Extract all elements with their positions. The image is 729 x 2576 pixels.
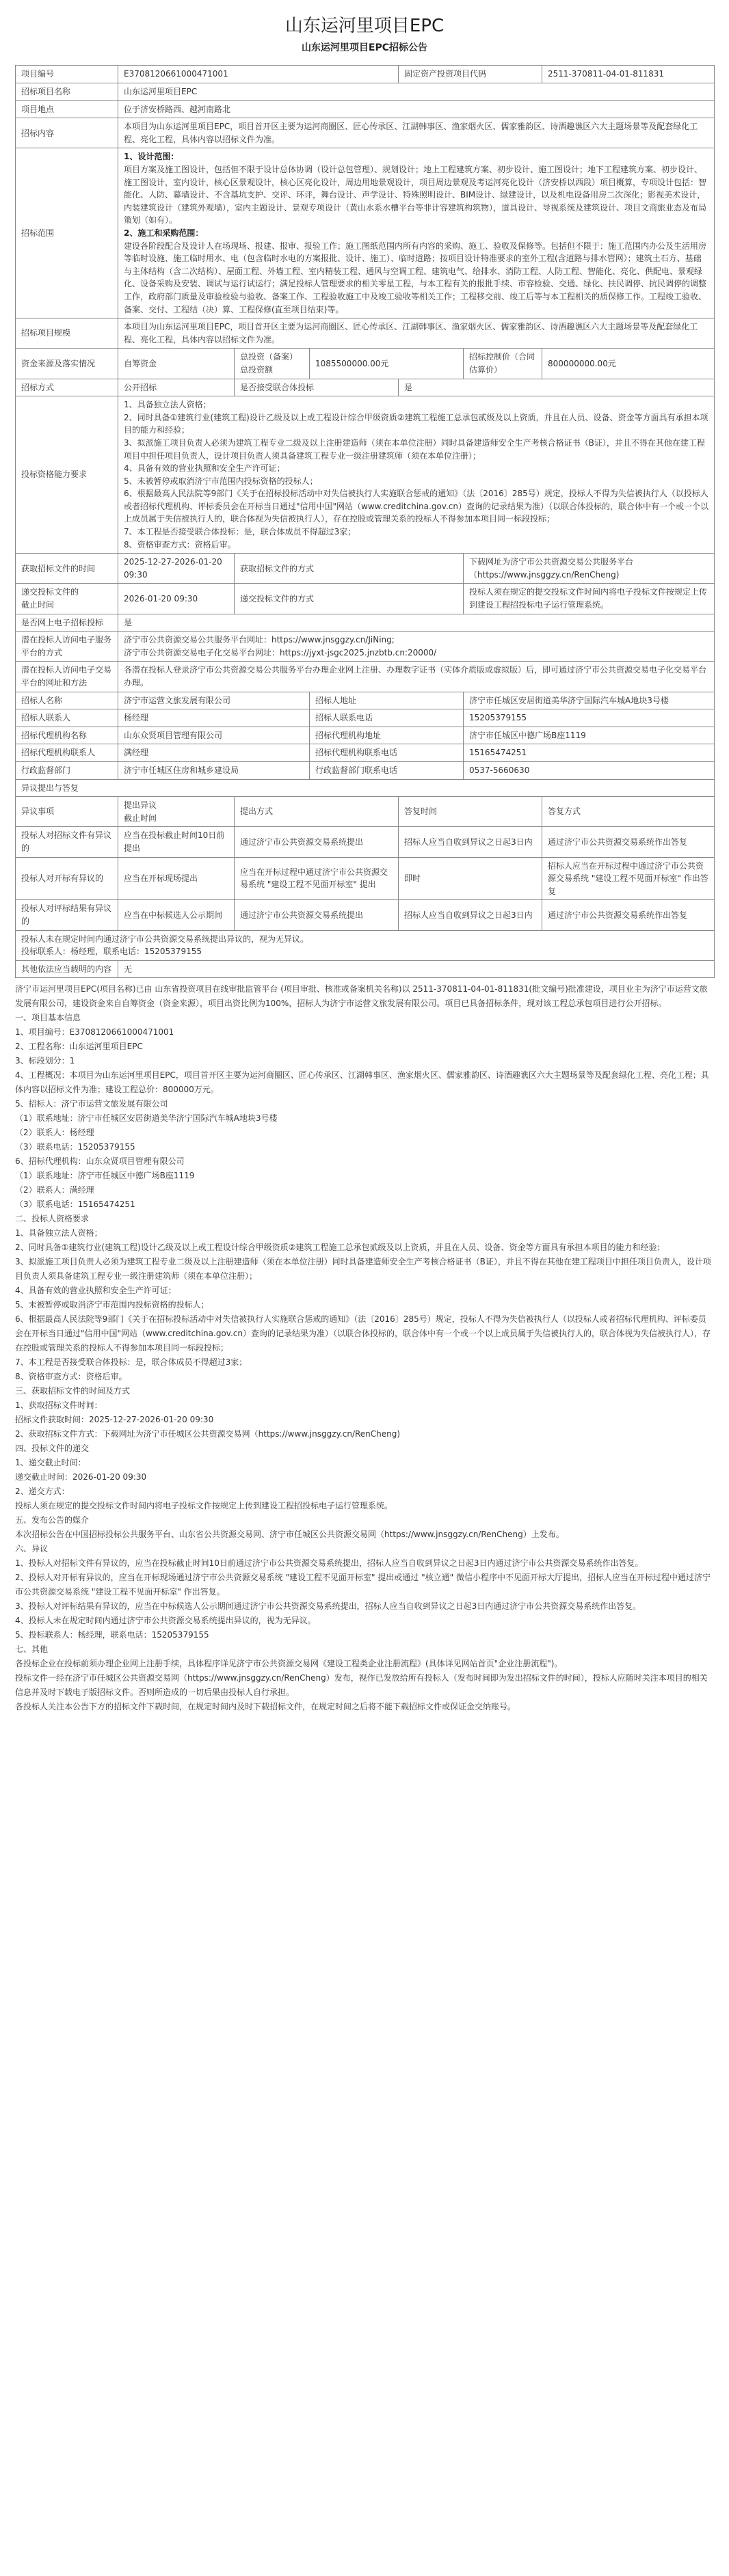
consortium-label: 是否接受联合体投标	[235, 379, 399, 396]
announcement-line: 6、招标代理机构：山东众贤项目管理有限公司	[15, 1156, 185, 1167]
project-name-value: 山东运河里项目EPC	[118, 83, 715, 101]
objection-cell: 投标人对招标文件有异议的	[16, 827, 118, 857]
table-row	[16, 744, 715, 762]
announcement-line: 七、其他	[15, 1644, 49, 1655]
announcement-body	[15, 982, 714, 1714]
objection-header: 答复方式	[542, 797, 715, 827]
announcement-line: 投标文件一经在济宁市任城区公共资源交易网（https://www.jnsggzy.cn/RenCheng）发布，视作已发放给所有投标人（发布时间即为发出招标文件的时间），投标人应随时关注本项目的相关信息并及时下载电子版招标文件。否则所造成的一切后果由投标人自行承担。	[15, 1673, 708, 1698]
table-row	[16, 396, 715, 554]
announcement-line: 三、获取招标文件的时间及方式	[15, 1386, 131, 1396]
announcement-line: 8、资格审查方式：资格后审。	[15, 1372, 127, 1382]
objection-cell: 应当在开标过程中通过济宁市公共资源交易系统 "建设工程不见面开标室" 提出	[235, 857, 399, 900]
tenderer-name-value: 济宁市运营文旅发展有限公司	[118, 692, 310, 709]
announcement-line: 2、工程名称：山东运河里项目EPC	[15, 1042, 143, 1052]
agency-name-label: 招标代理机构名称	[16, 727, 118, 744]
announcement-line: 招标文件获取时间：2025-12-27-2026-01-20 09:30	[15, 1415, 214, 1425]
tender-scope-label: 招标范围	[16, 148, 118, 318]
project-scale-value: 本项目为山东运河里项目EPC，项目首开区主要为运河商圈区、匠心传承区、江湖韩事区、渔家烟火区、儒家雅韵区、诗酒趣谯区六大主题场景等及配套绿化工程、亮化工程，具体内容以招标文件为准。	[118, 318, 715, 349]
objection-cell: 应当在中标候选人公示期间	[118, 900, 235, 930]
bid-deadline-value: 2026-01-20 09:30	[118, 584, 235, 614]
table-row	[16, 349, 715, 379]
supervisor-label: 行政监督部门	[16, 761, 118, 779]
announcement-line: （2）联系人：杨经理	[15, 1128, 94, 1138]
objection-cell: 应当在投标截止时间10日前提出	[118, 827, 235, 857]
objection-header: 提出异议 截止时间	[118, 797, 235, 827]
objection-header: 异议事项	[16, 797, 118, 827]
tender-info-table	[15, 65, 715, 978]
agency-phone-label: 招标代理机构联系电话	[310, 744, 464, 762]
total-investment-label: 总投资（备案） 总投资额	[235, 349, 310, 379]
announcement-line: （2）联系人：满经理	[15, 1185, 94, 1195]
table-row	[16, 827, 715, 857]
objection-cell: 招标人应当在开标过程中通过济宁市公共资源交易系统 "建设工程不见面开标室" 作出答复	[542, 857, 715, 900]
tenderer-phone-value: 15205379155	[464, 709, 715, 727]
qualification-label: 投标资格能力要求	[16, 396, 118, 554]
table-row	[16, 66, 715, 83]
table-row	[16, 930, 715, 960]
objection-cell: 应当在开标现场提出	[118, 857, 235, 900]
table-row	[16, 614, 715, 632]
consortium-value: 是	[399, 379, 715, 396]
objection-note: 投标人未在规定时间内通过济宁市公共资源交易系统提出异议的，视为无异议。 投标联系人：杨经理，联系电话：15205379155	[16, 930, 715, 960]
tenderer-name-label: 招标人名称	[16, 692, 118, 709]
announcement-line: 各投标企业在投标前须办理企业网上注册手续，具体程序详见济宁市公共资源交易网《建设工程类企业注册流程》(具体详见网站首页"企业注册流程")。	[15, 1659, 563, 1669]
project-location-value: 位于济安桥路西、越河南路北	[118, 100, 715, 118]
announcement-line: 3、标段划分：1	[15, 1056, 75, 1066]
service-platform-label: 潜在投标人访问电子服务平台的方式	[16, 632, 118, 662]
agency-contact-label: 招标代理机构联系人	[16, 744, 118, 762]
tender-scope-value	[118, 148, 715, 318]
objection-section-label: 异议提出与答复	[16, 779, 715, 797]
announcement-line: 济宁市运河里项目EPC(项目名称)已由 山东省投资项目在线审批监管平台 (项目审批、核准或备案机关名称)以 2511-370811-04-01-811831(批文编号)批准建设，项目业主为济宁市运营文旅发展有限公司，建设资金来自自筹资金（资金来源），项目出资比例为100%，招标人为济宁市运营文旅发展有限公司。项目已具备招标条件，现对该工程总承包项目进行公开招标。	[15, 984, 708, 1009]
doc-time-value: 2025-12-27-2026-01-20 09:30	[118, 554, 235, 584]
doc-method-value: 下载网址为济宁市公共资源交易公共服务平台（https://www.jnsggzy.cn/RenCheng)	[464, 554, 715, 584]
announcement-line: 四、投标文件的递交	[15, 1443, 90, 1454]
announcement-line: 1、递交截止时间：	[15, 1458, 86, 1468]
tenderer-contact-label: 招标人联系人	[16, 709, 118, 727]
fund-source-label: 资金来源及落实情况	[16, 349, 118, 379]
announcement-line: 3、投标人对评标结果有异议的，应当在中标候选人公示期间通过济宁市公共资源交易系统提出，招标人应当自收到异议之日起3日内通过济宁市公共资源交易系统作出答复。	[15, 1601, 641, 1612]
announcement-line: 1、获取招标文件时间：	[15, 1400, 103, 1411]
page-title: 山东运河里项目EPC	[284, 16, 445, 36]
tender-method-label: 招标方式	[16, 379, 118, 396]
announcement-line: 1、项目编号：E3708120661000471001	[15, 1027, 174, 1038]
announcement-line: 五、发布公告的媒介	[15, 1515, 90, 1526]
objection-header: 提出方式	[235, 797, 399, 827]
project-scale-label: 招标项目规模	[16, 318, 118, 349]
qualification-line: 1、具备独立法人资格；	[124, 400, 211, 410]
supervisor-phone-label: 行政监督部门联系电话	[310, 761, 464, 779]
announcement-line: 5、招标人：济宁市运营文旅发展有限公司	[15, 1099, 168, 1109]
announcement-line: 4、工程概况：本项目为山东运河里项目EPC，项目首开区主要为运河商圈区、匠心传承区、江湖韩事区、渔家烟火区、儒家雅韵区、诗酒趣谯区六大主题场景等及配套绿化工程、亮化工程；具体内容以招标文件为准；建设工程总价：800000万元。	[15, 1070, 709, 1095]
announcement-line: 1、投标人对招标文件有异议的，应当在投标截止时间10日前通过济宁市公共资源交易系统提出，招标人应当自收到异议之日起3日内通过济宁市公共资源交易系统作出答复。	[15, 1558, 644, 1569]
objection-cell: 投标人对开标有异议的	[16, 857, 118, 900]
supervisor-phone-value: 0537-5660630	[464, 761, 715, 779]
objection-cell: 招标人应当自收到异议之日起3日内	[399, 900, 542, 930]
tenderer-phone-label: 招标人联系电话	[310, 709, 464, 727]
doc-method-label: 获取招标文件的方式	[235, 554, 464, 584]
control-price-label: 招标控制价（合同估算价）	[464, 349, 542, 379]
table-row	[16, 761, 715, 779]
qualification-line: 4、具备有效的营业执照和安全生产许可证；	[124, 463, 285, 474]
announcement-line: 4、具备有效的营业执照和安全生产许可证；	[15, 1286, 176, 1296]
qualification-line: 5、未被暂停或取消济宁市范围内投标资格的投标人；	[124, 476, 318, 486]
agency-contact-value: 满经理	[118, 744, 310, 762]
table-row	[16, 83, 715, 101]
announcement-line: （3）联系电话：15205379155	[15, 1142, 135, 1152]
announcement-line: 一、项目基本信息	[15, 1013, 81, 1023]
other-content-label: 其他依法应当载明的内容	[16, 960, 118, 978]
announcement-line: 5、未被暂停或取消济宁市范围内投标资格的投标人；	[15, 1300, 209, 1310]
service-platform-value: 济宁市公共资源交易公共服务平台网址：https://www.jnsggzy.cn/JiNing; 济宁市公共资源交易电子化交易平台网址：https://jyxt-jsgc2025.jnzbtb.cn:20000/	[118, 632, 715, 662]
project-number-label: 项目编号	[16, 66, 118, 83]
table-row	[16, 148, 715, 318]
construction-scope-heading: 2、施工和采购范围：	[124, 228, 204, 239]
table-row	[16, 709, 715, 727]
supervisor-value: 济宁市任城区住房和城乡建设局	[118, 761, 310, 779]
table-row	[16, 100, 715, 118]
bid-submit-method-label: 递交投标文件的方式	[235, 584, 464, 614]
qualification-line: 8、资格审查方式：资格后审。	[124, 539, 236, 550]
qualification-line: 2、同时具备①建筑行业(建筑工程)设计乙级及以上或工程设计综合甲级资质②建筑工程施工总承包贰级及以上资质，并且在人员、设备、资金等方面具有承担本项目的能力和经验；	[124, 412, 708, 435]
objection-header: 答复时间	[399, 797, 542, 827]
announcement-line: （1）联系地址：济宁市任城区安居街道美华济宁国际汽车城A地块3号楼	[15, 1113, 278, 1124]
design-scope-text: 项目方案及施工图设计，包括但不限于设计总体协调（设计总包管理）、规划设计；地上工程建筑方案、初步设计、施工图设计；地下工程建筑方案、初步设计、施工图设计，室内设计，核心区景观设计，核心区亮化设计，周边用地景观设计，项目周边景观及考运河亮化设计（济安桥以西段）项目概算，专项设计包括：智能化、人防、幕墙设计、不含基坑支护、交评、环评，舞台设计、声学设计、特殊照明设计、BIM设计、绿建设计，以及机电设备用房二次深化；影视美术设计，内装建筑设计（建筑外观墙），室内主题设计、景观专项设计（黄山水系水槽平台等非计容建筑构筑物），道具设计、导视系统及建筑设计、项目文商旅业态及布局策划（如有）。	[124, 165, 707, 226]
announcement-line: （3）联系电话：15165474251	[15, 1199, 135, 1210]
announcement-line: 5、投标联系人：杨经理，联系电话：15205379155	[15, 1630, 209, 1640]
announcement-line: 7、本工程是否接受联合体投标：是，联合体成员不得超过3家；	[15, 1357, 248, 1368]
bid-submit-method-value: 投标人须在规定的提交投标文件时间内将电子投标文件按规定上传到建设工程招投标电子运行管理系统。	[464, 584, 715, 614]
announcement-line: 2、投标人对开标有异议的，应当在开标现场通过济宁市公共资源交易系统 "建设工程不见面开标室" 提出或通过 "核立通" 微信小程序中不见面开标大厅提出，招标人应当在开标过程中通过济宁市公共资源交易系统 "建设工程不见面开标室" 作出答复。	[15, 1573, 711, 1597]
table-row	[16, 960, 715, 978]
tenderer-address-value: 济宁市任城区安居街道美华济宁国际汽车城A地块3号楼	[464, 692, 715, 709]
announcement-line: 6、根据最高人民法院等9部门《关于在招标投标活动中对失信被执行人实施联合惩戒的通知》（法〔2016〕285号）规定，投标人不得为失信被执行人（以投标人或者招标代理机构、评标委员会在开标当日通过"信用中国"网站（www.creditchina.gov.cn）查询的记录结果为准）（以联合体投标的，联合体中有一个或一个以上成员属于失信被执行人的，联合体视为失信被执行人），存在控股或管理关系的投标人不得参加本项目同一标段投标；	[15, 1314, 711, 1353]
tender-content-value: 本项目为山东运河里项目EPC，项目首开区主要为运河商圈区、匠心传承区、江湖韩事区、渔家烟火区、儒家雅韵区、诗酒趣谯区六大主题场景等及配套绿化工程、亮化工程，具体内容以招标文件为准。	[118, 118, 715, 148]
table-row	[16, 692, 715, 709]
objection-cell: 通过济宁市公共资源交易系统提出	[235, 827, 399, 857]
table-row	[16, 797, 715, 827]
table-row	[16, 379, 715, 396]
announcement-line: （1）联系地址：济宁市任城区中德广场B座1119	[15, 1171, 195, 1181]
tenderer-address-label: 招标人地址	[310, 692, 464, 709]
qualification-line: 3、拟派施工项目负责人必须为建筑工程专业二级及以上注册建造师（须在本单位注册）同时具备建造师安全生产考核合格证书（B证），并且不得在其他在建工程项目中担任项目负责人，设计项目负责人须具备建筑工程专业一级注册建筑师（须在本单位注册）；	[124, 437, 705, 461]
control-price-value: 800000000.00元	[542, 349, 715, 379]
project-number-value: E3708120661000471001	[118, 66, 399, 83]
table-row	[16, 727, 715, 744]
objection-cell: 即时	[399, 857, 542, 900]
announcement-line: 本次招标公告在中国招标投标公共服务平台、山东省公共资源交易网、济宁市任城区公共资源交易网（https://www.jnsggzy.cn/RenCheng）上发布。	[15, 1530, 564, 1540]
table-row	[16, 118, 715, 148]
qualification-value	[118, 396, 715, 554]
announcement-line: 2、递交方式：	[15, 1487, 70, 1497]
objection-cell: 通过济宁市公共资源交易系统作出答复	[542, 827, 715, 857]
table-row	[16, 632, 715, 662]
tenderer-contact-value: 杨经理	[118, 709, 310, 727]
announcement-line: 2、同时具备①建筑行业(建筑工程)设计乙级及以上或工程设计综合甲级资质②建筑工程施工总承包贰级及以上资质，并且在人员、设备、资金等方面具有承担本项目的能力和经验；	[15, 1243, 665, 1253]
trading-platform-value: 各潜在投标人登录济宁市公共资源交易公共服务平台办理企业网上注册、办理数字证书（实体介质版或虚拟版）后，即可通过济宁市公共资源交易电子化交易平台办理。	[118, 662, 715, 692]
investment-code-label: 固定资产投资项目代码	[399, 66, 542, 83]
table-row	[16, 554, 715, 584]
announcement-line: 二、投标人资格要求	[15, 1214, 90, 1224]
announcement-line: 各投标人关注本公告下方的招标文件下载时间，在规定时间内及时下载招标文件，在规定时间之后将不能下载招标文件或保证金交纳账号。	[15, 1702, 516, 1712]
investment-code-value: 2511-370811-04-01-811831	[542, 66, 715, 83]
total-investment-value: 1085500000.00元	[310, 349, 464, 379]
objection-cell: 通过济宁市公共资源交易系统作出答复	[542, 900, 715, 930]
construction-scope-text: 建设各阶段配合及设计人在场现场、报建、报审、报验工作；施工图纸范围内所有内容的采购、施工、验收及保修等。包括但不限于：施工范围内办公及生活用房等临时设施、施工临时用水、电（包含临时水电的方案报批、设计、施工）、临时道路；按项目设计特准要求的室外工程(含道路与排水管网）；建筑土石方、基础与主体结构（含二次结构）、屋面工程、外墙工程、室内精装工程、通风与空调工程、建筑电气、给排水、消防工程、人防工程、智能化、亮化、供配电、景观绿化、设备采购及安装、调试与运行试运行；满足投标人管理要求的相关零星工程，与本工程有关的报批手续、市容检验、交通、绿化、扶民调停、抗民调停的调整工作，政府部门质量及审验检验与验收、备案工作、工程验收施工中及竣工验收等相关工作；工程移交前、竣工后等与本工程相关的质保修工作。工程竣工验收、备案、交付、工程结（决）算、工程保修(直至项目结束)等。	[124, 241, 707, 314]
qualification-line: 6、根据最高人民法院等9部门《关于在招标投标活动中对失信被执行人实施联合惩戒的通知》（法〔2016〕285号）规定，投标人不得为失信被执行人（以投标人或者招标代理机构、评标委员会在开标当日通过"信用中国"网站（www.creditchina.gov.cn）查询的记录结果为准）（以联合体投标的，联合体中有一个或一个以上成员属于失信被执行人的，联合体视为失信被执行人），存在控股或管理关系的投标人不得参加本项目同一标段投标；	[124, 489, 708, 524]
e-bidding-label: 是否网上电子招标投标	[16, 614, 118, 632]
agency-name-value: 山东众贤项目管理有限公司	[118, 727, 310, 744]
other-content-value: 无	[118, 960, 715, 978]
fund-source-value: 自筹资金	[118, 349, 235, 379]
table-row	[16, 779, 715, 797]
trading-platform-label: 潜在投标人访问电子交易平台的网址和方法	[16, 662, 118, 692]
qualification-line: 7、本工程是否接受联合体投标：是，联合体成员不得超过3家；	[124, 527, 356, 537]
announcement-line: 4、投标人未在规定时间内通过济宁市公共资源交易系统提出异议的，视为无异议。	[15, 1616, 316, 1626]
table-row	[16, 662, 715, 692]
announcement-line: 递交截止时间：2026-01-20 09:30	[15, 1472, 147, 1482]
table-row	[16, 318, 715, 349]
objection-cell: 投标人对评标结果有异议的	[16, 900, 118, 930]
design-scope-heading: 1、设计范围：	[124, 152, 179, 162]
project-location-label: 项目地点	[16, 100, 118, 118]
announcement-line: 3、拟派施工项目负责人必须为建筑工程专业二级及以上注册建造师（须在本单位注册）同时具备建造师安全生产考核合格证书（B证），并且不得在其他在建工程项目中担任项目负责人，设计项目负责人须具备建筑工程专业一级注册建筑师（须在本单位注册）；	[15, 1257, 711, 1282]
table-row	[16, 584, 715, 614]
bid-deadline-label: 递交投标文件的 截止时间	[16, 584, 118, 614]
tender-content-label: 招标内容	[16, 118, 118, 148]
tender-method-value: 公开招标	[118, 379, 235, 396]
doc-time-label: 获取招标文件的时间	[16, 554, 118, 584]
table-row	[16, 857, 715, 900]
announcement-line: 六、异议	[15, 1544, 49, 1554]
announcement-line: 投标人须在规定的提交投标文件时间内将电子投标文件按规定上传到建设工程招投标电子运行管理系统。	[15, 1501, 393, 1511]
objection-cell: 招标人应当自收到异议之日起3日内	[399, 827, 542, 857]
agency-address-value: 济宁市任城区中德广场B座1119	[464, 727, 715, 744]
objection-cell: 通过济宁市公共资源交易系统提出	[235, 900, 399, 930]
announcement-line: 2、获取招标文件方式：下载网址为济宁市任城区公共资源交易网（https://www.jnsggzy.cn/RenCheng)	[15, 1429, 401, 1439]
table-row	[16, 900, 715, 930]
project-name-label: 招标项目名称	[16, 83, 118, 101]
page-subtitle: 山东运河里项目EPC招标公告	[301, 42, 428, 53]
agency-phone-value: 15165474251	[464, 744, 715, 762]
agency-address-label: 招标代理机构地址	[310, 727, 464, 744]
e-bidding-value: 是	[118, 614, 715, 632]
announcement-line: 1、具备独立法人资格；	[15, 1228, 103, 1238]
